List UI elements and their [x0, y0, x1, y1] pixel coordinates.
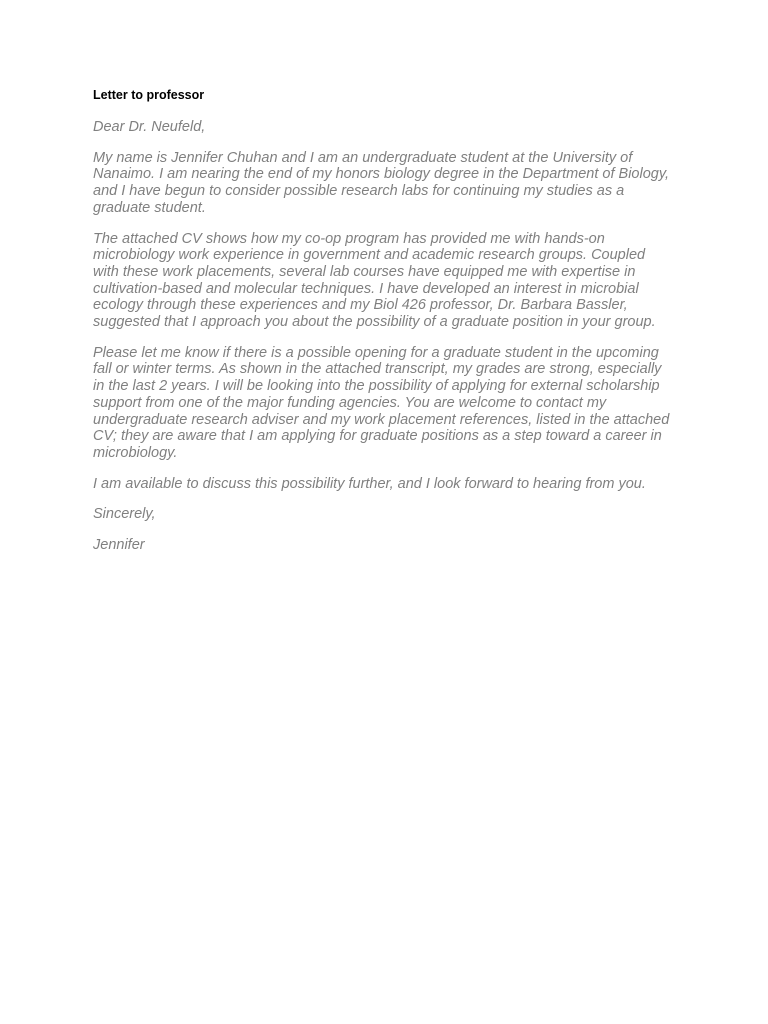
- letter-paragraph-request: Please let me know if there is a possible opening for a graduate student in the upcoming fall or winter terms. As shown in the attached transcript, my grades are strong, especially in the last 2 years. I will be looking into the possibility of applying for external scholarship support from one of the major funding agencies. You are welcome to contact my undergraduate research adviser and my work placement references, listed in the attached CV; they are aware that I am applying for graduate positions as a step toward a career in microbiology.: [93, 344, 670, 461]
- letter-signature: Jennifer: [93, 537, 145, 554]
- letter-salutation: Dear Dr. Neufeld,: [93, 119, 206, 135]
- letter-paragraph-experience: The attached CV shows how my co-op program has provided me with hands-on microbiology work experience in government and academic research groups. Coupled with these work placements, several lab courses have equipped me with expertise in cultivation-based and molecular techniques. I have developed an interest in microbial ecology through these experiences and my Biol 426 professor, Dr. Barbara Bassler, suggested that I approach you about the possibility of a graduate position in your group.: [93, 230, 656, 331]
- document-title: Letter to professor: [93, 88, 205, 102]
- letter-closing: Sincerely,: [93, 506, 156, 523]
- letter-paragraph-intro: My name is Jennifer Chuhan and I am an undergraduate student at the University of Nanaimo. I am nearing the end of my honors biology degree in the Department of Biology, and I have begun to consider possible research labs for continuing my studies as a graduate student.: [93, 149, 670, 216]
- letter-paragraph-availability: I am available to discuss this possibility further, and I look forward to hearing from you.: [93, 475, 646, 492]
- letter-body: [93, 119, 673, 568]
